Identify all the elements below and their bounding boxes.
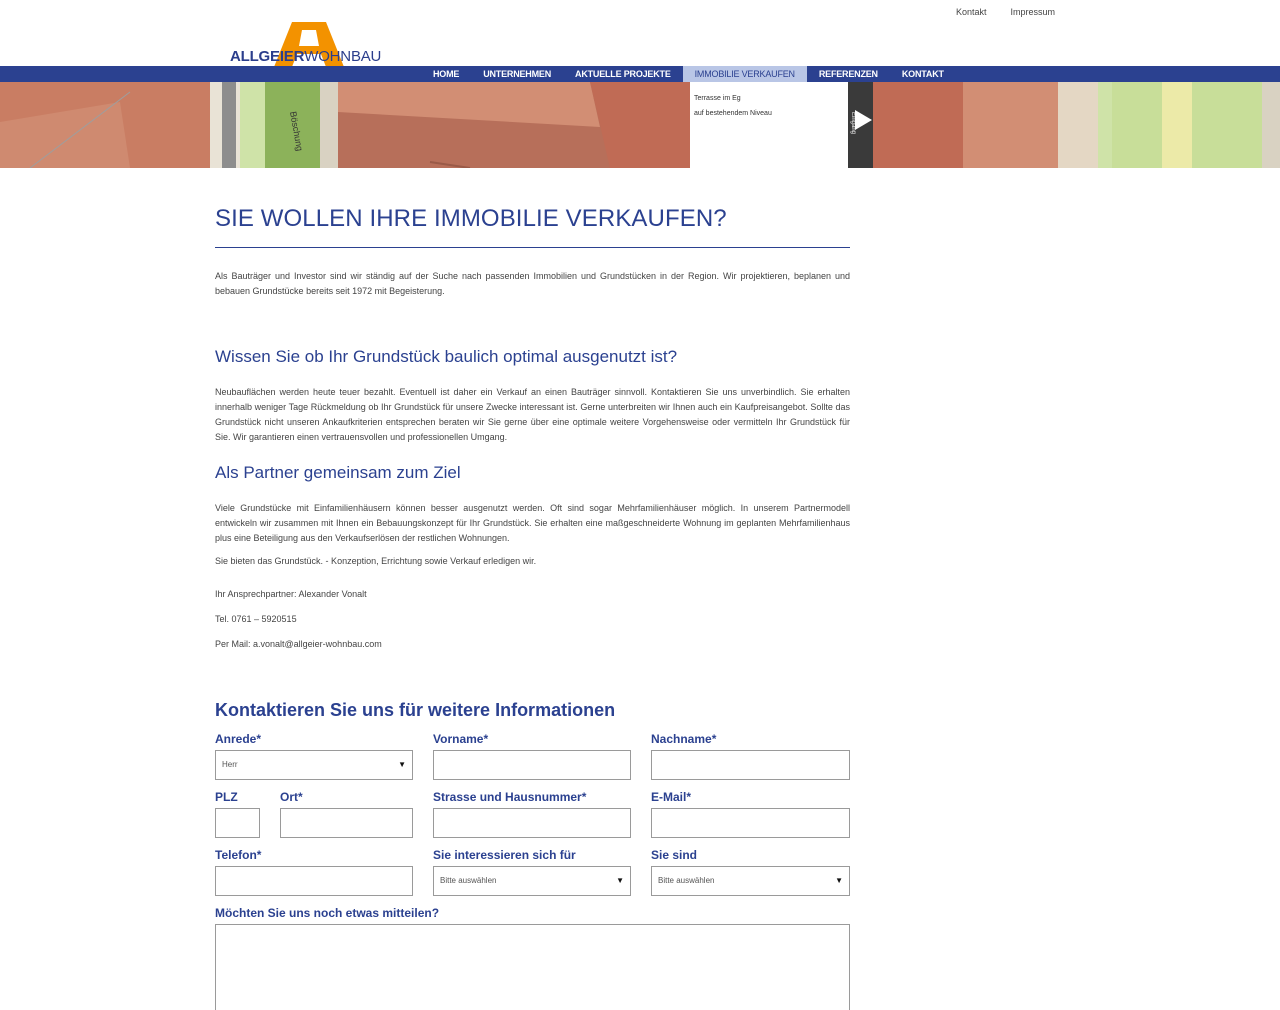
strasse-label: Strasse und Hausnummer* — [433, 790, 587, 804]
nav-immobilie-verkaufen[interactable]: IMMOBILIE VERKAUFEN — [683, 66, 807, 82]
field-email — [651, 790, 850, 838]
field-ort — [280, 790, 413, 838]
vorname-input[interactable] — [433, 750, 631, 780]
nav-aktuelle-projekte[interactable]: AKTUELLE PROJEKTE — [575, 69, 671, 79]
message-textarea[interactable] — [215, 924, 850, 1010]
ort-label: Ort* — [280, 790, 303, 804]
main-content — [215, 168, 850, 721]
field-telefon — [215, 848, 413, 896]
email-input[interactable] — [651, 808, 850, 838]
hero-site-plan-image — [0, 82, 1280, 168]
field-plz — [215, 790, 260, 838]
telefon-input[interactable] — [215, 866, 413, 896]
chevron-down-icon: ▼ — [616, 876, 624, 885]
title-divider — [215, 247, 850, 248]
nav-home[interactable]: HOME — [433, 69, 460, 79]
anrede-selected-value: Herr — [222, 760, 238, 769]
interesse-selected-value: Bitte auswählen — [440, 876, 497, 885]
nachname-input[interactable] — [651, 750, 850, 780]
section-heading-grundstueck: Wissen Sie ob Ihr Grundstück baulich optimal ausgenutzt ist? — [215, 347, 678, 366]
contact-person: Ihr Ansprechpartner: Alexander Vonalt — [215, 589, 367, 599]
plz-label: PLZ — [215, 790, 238, 804]
interesse-label: Sie interessieren sich für — [433, 848, 576, 862]
company-logo[interactable] — [228, 22, 388, 72]
field-vorname — [433, 732, 631, 780]
map-label-boeschung: Böschung — [288, 110, 305, 152]
nachname-label: Nachname* — [651, 732, 717, 746]
map-label-niveau: auf bestehendem Niveau — [694, 110, 772, 117]
logo-wordmark: ALLGEIERWOHNBAU — [230, 48, 382, 65]
paragraph-offer: Sie bieten das Grundstück. - Konzeption, Errichtung sowie Verkauf erledigen wir. — [215, 556, 537, 566]
field-anrede — [215, 732, 413, 780]
contact-phone: Tel. 0761 – 5920515 — [215, 614, 297, 624]
contact-info — [215, 587, 850, 652]
util-link-impressum[interactable]: Impressum — [1010, 7, 1056, 17]
anrede-select[interactable] — [215, 750, 413, 780]
page-title: SIE WOLLEN IHRE IMMOBILIE VERKAUFEN? — [215, 205, 727, 232]
field-strasse — [433, 790, 631, 838]
interesse-select[interactable] — [433, 866, 631, 896]
sie-sind-selected-value: Bitte auswählen — [658, 876, 715, 885]
form-title: Kontaktieren Sie uns für weitere Informationen — [215, 700, 616, 720]
paragraph-partner: Viele Grundstücke mit Einfamilienhäusern können besser ausgenutzt werden. Oft sind sogar Mehrfamilienhäuser möglich. In unserem Partnermodell entwickeln wir zusammen mit Ihnen ein Bebauungskonzept für Ihr Grundstück. Sie erhalten eine maßgeschneiderte Wohnung im geplanten Mehrfamilienhaus plus eine Beteiligung aus den Verkaufserlösen der restlichen Wohnungen. — [215, 503, 850, 543]
anrede-label: Anrede* — [215, 732, 262, 746]
ort-input[interactable] — [280, 808, 413, 838]
field-sie-sind — [651, 848, 850, 896]
field-nachname — [651, 732, 850, 780]
map-label-terrasse: Terrasse im Eg — [694, 95, 741, 102]
message-label: Möchten Sie uns noch etwas mitteilen? — [215, 906, 440, 920]
util-link-kontakt[interactable]: Kontakt — [956, 7, 987, 17]
email-label: E-Mail* — [651, 790, 692, 804]
nav-referenzen[interactable]: REFERENZEN — [818, 69, 878, 79]
sie-sind-label: Sie sind — [651, 848, 698, 862]
telefon-label: Telefon* — [215, 848, 262, 862]
site-plan-graphic — [0, 82, 1280, 168]
map-label-eingang: Eingang — [850, 112, 856, 135]
chevron-down-icon: ▼ — [835, 876, 843, 885]
field-interesse — [433, 848, 631, 896]
main-navigation — [421, 66, 956, 82]
main-navigation-bar — [0, 66, 1280, 82]
intro-paragraph: Als Bauträger und Investor sind wir ständig auf der Suche nach passenden Immobilien und Grundstücken in der Region. Wir projektieren, beplanen und bebauen Grundstücke bereits seit 1972 mit Begeisterung. — [215, 271, 850, 296]
nav-unternehmen[interactable]: UNTERNEHMEN — [483, 69, 552, 79]
plz-input[interactable] — [215, 808, 260, 838]
field-message — [215, 906, 850, 1010]
chevron-down-icon: ▼ — [398, 760, 406, 769]
nav-kontakt[interactable]: KONTAKT — [901, 69, 944, 79]
vorname-label: Vorname* — [433, 732, 489, 746]
strasse-input[interactable] — [433, 808, 631, 838]
contact-mail[interactable]: Per Mail: a.vonalt@allgeier-wohnbau.com — [215, 639, 382, 649]
section-heading-partner: Als Partner gemeinsam zum Ziel — [215, 463, 461, 482]
utility-links — [956, 7, 1055, 17]
sie-sind-select[interactable] — [651, 866, 850, 896]
paragraph-grundstueck: Neubauflächen werden heute teuer bezahlt. Eventuell ist daher ein Verkauf an einen Bauträger sinnvoll. Kontaktieren Sie uns unverbindlich. Sie erhalten innerhalb weniger Tage Rückmeldung ob Ihr Grundstück für unsere Zwecke interessant ist. Gerne unterbreiten wir Ihnen auch ein Kaufpreisangebot. Sollte das Grundstück nicht unseren Ankaufkriterien entsprechen beraten wir Sie gerne über eine optimale weitere Vorgehensweise oder vermitteln Ihr Grundstück für Sie. Wir garantieren einen vertrauensvollen und professionellen Umgang. — [215, 387, 850, 442]
